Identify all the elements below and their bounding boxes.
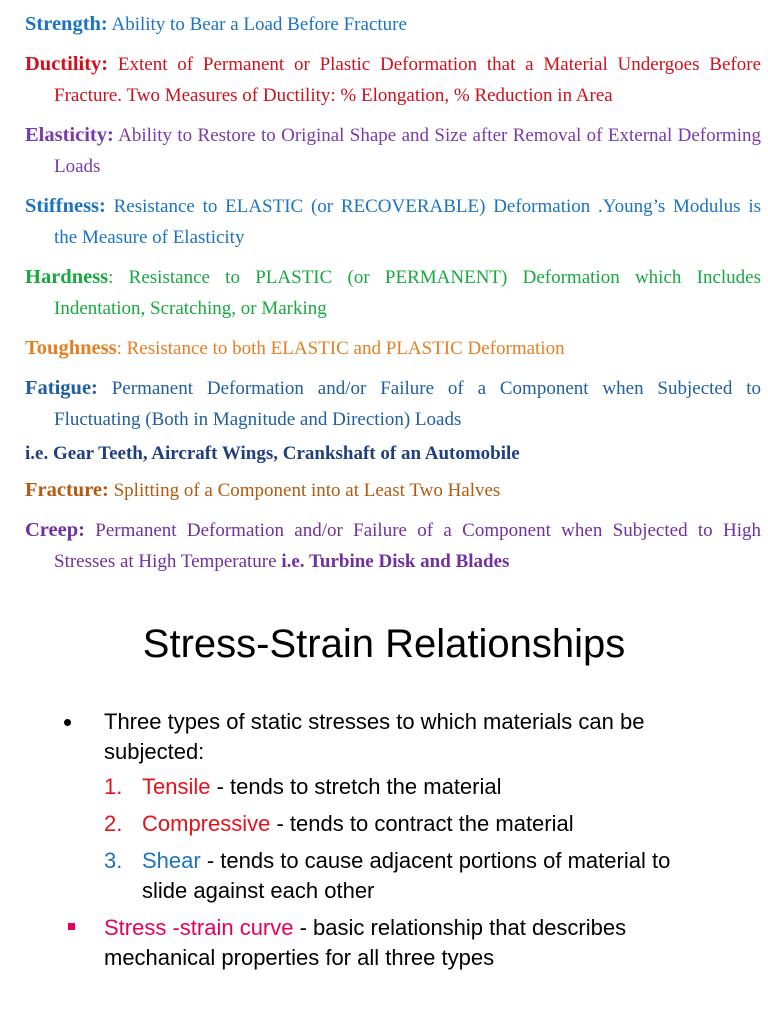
definitions-list bbox=[25, 9, 761, 582]
definition-text: Extent of Permanent or Plastic Deformation that a Material Undergoes Before Fracture. Two Measures of Ductility: % Elongation, % Reduction in Area bbox=[54, 54, 761, 106]
bullet-description: - basic relationship that describes mechanical properties for all three types bbox=[104, 915, 627, 970]
stress-strain-slide bbox=[0, 582, 768, 1024]
definition-text: Resistance to ELASTIC (or RECOVERABLE) Deformation .Young’s Modulus is the Measure of Elasticity bbox=[54, 196, 761, 248]
term-label: Fatigue: bbox=[25, 377, 98, 399]
list-item-compressive bbox=[104, 809, 680, 839]
item-term: Shear bbox=[142, 848, 201, 873]
definition-text: Ability to Restore to Original Shape and Size after Removal of External Deforming Loads bbox=[54, 125, 761, 177]
bullet-dot-icon bbox=[60, 707, 104, 767]
definition-ductility bbox=[25, 49, 761, 111]
definition-text: Permanent Deformation and/or Failure of a Component when Subjected to High Stresses at High Temperature bbox=[54, 520, 761, 572]
definition-fracture bbox=[25, 475, 761, 506]
item-text: - tends to cause adjacent portions of material to slide against each other bbox=[142, 848, 671, 903]
definition-toughness bbox=[25, 333, 761, 364]
item-term: Compressive bbox=[142, 811, 271, 836]
item-text: - tends to stretch the material bbox=[210, 774, 502, 799]
bullet-static-stresses bbox=[60, 707, 680, 767]
slide-body bbox=[60, 707, 680, 973]
definition-text: Permanent Deformation and/or Failure of a Component when Subjected to Fluctuating (Both in Magnitude and Direction) Loads bbox=[54, 378, 761, 430]
square-bullet-icon bbox=[60, 913, 104, 973]
bullet-text bbox=[104, 913, 680, 973]
definition-creep bbox=[25, 515, 761, 577]
stress-types-list bbox=[104, 772, 680, 906]
definition-text: Splitting of a Component into at Least Two Halves bbox=[108, 480, 501, 501]
term-label: Elasticity: bbox=[25, 124, 114, 146]
definition-hardness bbox=[25, 262, 761, 324]
term-label: Ductility: bbox=[25, 53, 109, 75]
slide-title: Stress-Strain Relationships bbox=[142, 622, 626, 666]
term-label: Stiffness: bbox=[25, 195, 106, 217]
item-number: 3. bbox=[104, 848, 123, 873]
definition-fatigue bbox=[25, 373, 761, 435]
fatigue-example: i.e. Gear Teeth, Aircraft Wings, Crankshaft of an Automobile bbox=[25, 443, 520, 464]
item-text: - tends to contract the material bbox=[270, 811, 574, 836]
term-label: Hardness bbox=[25, 266, 109, 288]
definition-elasticity bbox=[25, 120, 761, 182]
bullet-text: Three types of static stresses to which materials can be subjected: bbox=[104, 709, 645, 764]
term-label: Fracture: bbox=[25, 479, 109, 501]
term-label: Toughness bbox=[25, 337, 117, 359]
bullet-term: Stress -strain curve bbox=[104, 915, 294, 940]
definition-text: : Resistance to both ELASTIC and PLASTIC Deformation bbox=[116, 338, 565, 359]
definition-text: Ability to Bear a Load Before Fracture bbox=[107, 14, 407, 35]
creep-example: i.e. Turbine Disk and Blades bbox=[281, 551, 510, 572]
term-label: Strength: bbox=[25, 13, 108, 35]
list-item-tensile bbox=[104, 772, 680, 802]
item-number: 1. bbox=[104, 774, 123, 799]
definition-text: : Resistance to PLASTIC (or PERMANENT) Deformation which Includes Indentation, Scratching, or Marking bbox=[54, 267, 761, 319]
definition-stiffness bbox=[25, 191, 761, 253]
item-number: 2. bbox=[104, 811, 123, 836]
bullet-stress-strain-curve bbox=[60, 913, 680, 973]
list-item-shear bbox=[104, 846, 680, 906]
definition-strength bbox=[25, 9, 761, 40]
item-term: Tensile bbox=[142, 774, 211, 799]
term-label: Creep: bbox=[25, 519, 85, 541]
